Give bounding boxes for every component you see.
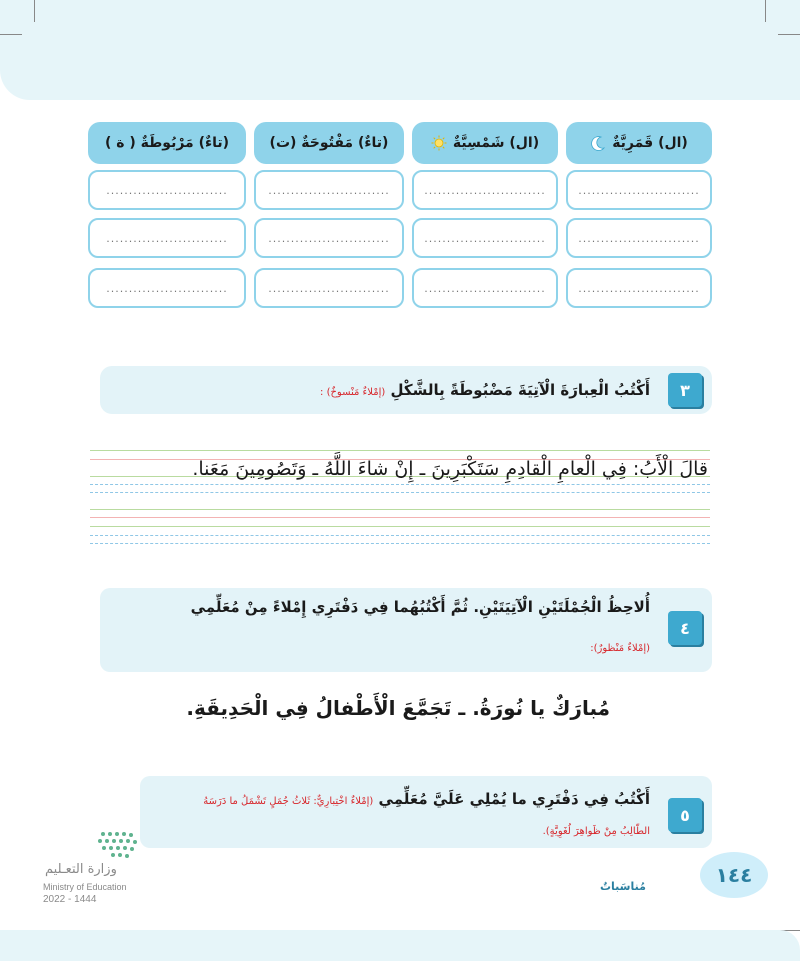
page-number: ١٤٤ xyxy=(700,852,768,898)
guide-line xyxy=(90,509,710,510)
answer-cell[interactable]: ........................... xyxy=(254,170,404,210)
ministry-name-ar: وزارة التعـليم xyxy=(45,862,117,877)
answer-cell[interactable]: ........................... xyxy=(566,218,712,258)
observed-sentences: مُبارَكٌ يا نُورَةُ. ـ تَجَمَّعَ الْأَطْفالُ فِي الْحَدِيقَةِ. xyxy=(186,696,610,720)
answer-cell[interactable]: ........................... xyxy=(254,218,404,258)
header-qamariya xyxy=(566,122,712,164)
guide-line xyxy=(90,535,710,536)
answer-cell[interactable]: ........................... xyxy=(566,170,712,210)
answer-cell[interactable]: ........................... xyxy=(412,170,558,210)
guide-line xyxy=(90,526,710,527)
header-open-taa: (تاءٌ) مَفْتُوحَةٌ (ت) xyxy=(254,122,404,164)
guide-line xyxy=(90,543,710,544)
crop-mark xyxy=(765,0,766,22)
instruction-text: أَكْتُبُ فِي دَفْتَرِي ما يُمْلِي عَلَيَّ مُعَلِّمِي xyxy=(378,790,650,808)
dictation-type-note: (إمْلاءٌ مَنْظورٌ): xyxy=(590,643,650,654)
header-label: (ال) قَمَرِيَّةٌ xyxy=(612,135,688,151)
edition-year: 2022 - 1444 xyxy=(43,894,97,905)
answer-cell[interactable]: ........................... xyxy=(88,268,246,308)
ministry-emblem-icon xyxy=(55,828,165,862)
question-number: ٣ xyxy=(668,373,702,407)
answer-cell[interactable]: ........................... xyxy=(88,218,246,258)
header-closed-taa: (تاءٌ) مَرْبُوطَةٌ ( ة ) xyxy=(88,122,246,164)
crop-mark xyxy=(34,0,35,22)
question-5-bar xyxy=(140,776,712,848)
ministry-logo xyxy=(43,828,165,918)
header-label: (ال) شَمْسِيَّةٌ xyxy=(452,135,540,151)
guide-line xyxy=(90,517,710,518)
answer-cell[interactable]: ........................... xyxy=(88,170,246,210)
question-number: ٤ xyxy=(668,611,702,645)
dictation-type-note: (إمْلاءٌ مَنْسوخٌ) : xyxy=(320,387,386,398)
header-shamsiya xyxy=(412,122,558,164)
question-3-instruction xyxy=(90,381,650,399)
guide-line xyxy=(90,484,710,485)
guide-line xyxy=(90,492,710,493)
answer-cell[interactable]: ........................... xyxy=(412,268,558,308)
crop-mark xyxy=(778,34,800,35)
ministry-name-en: Ministry of Education xyxy=(43,882,127,892)
sun-icon xyxy=(431,135,447,151)
unit-title: مُناسَباتٌ xyxy=(600,880,646,893)
crescent-moon-icon xyxy=(590,135,606,151)
copy-sentence: قالَ الْأَبُ: فِي الْعامِ الْقادِمِ سَتَكْبَرِينَ ـ إِنْ شاءَ اللَّهُ ـ وَتَصُومِينَ مَعَنا. xyxy=(192,458,708,480)
question-5-instruction xyxy=(90,790,650,808)
bottom-band xyxy=(0,930,800,961)
guide-line xyxy=(90,450,710,451)
dictation-type-note: (إمْلاءٌ اخْتِبارِيٌّ: ثَلاثُ جُمَلٍ تَشْمَلُ ما دَرَسَهُ xyxy=(203,796,374,807)
instruction-text: أَكْتُبُ الْعِبارَةَ الْآتِيَةَ مَضْبُوطَةً بِالشَّكْلِ xyxy=(390,381,650,399)
dictation-type-note-cont: الطّالِبُ مِنْ ظَواهِرَ لُغَوِيَّةٍ). xyxy=(542,826,650,837)
answer-cell[interactable]: ........................... xyxy=(254,268,404,308)
question-4-instruction: أُلاحِظُ الْجُمْلَتَيْنِ الْآتِيَتَيْنِ. ثُمَّ أَكْتُبُهُما فِي دَفْتَرِي إِمْلاءً مِنْ مُعَلِّمِي xyxy=(190,598,650,616)
answer-cell[interactable]: ........................... xyxy=(412,218,558,258)
question-number: ٥ xyxy=(668,798,702,832)
crop-mark xyxy=(0,34,22,35)
answer-cell[interactable]: ........................... xyxy=(566,268,712,308)
top-band xyxy=(0,0,800,100)
